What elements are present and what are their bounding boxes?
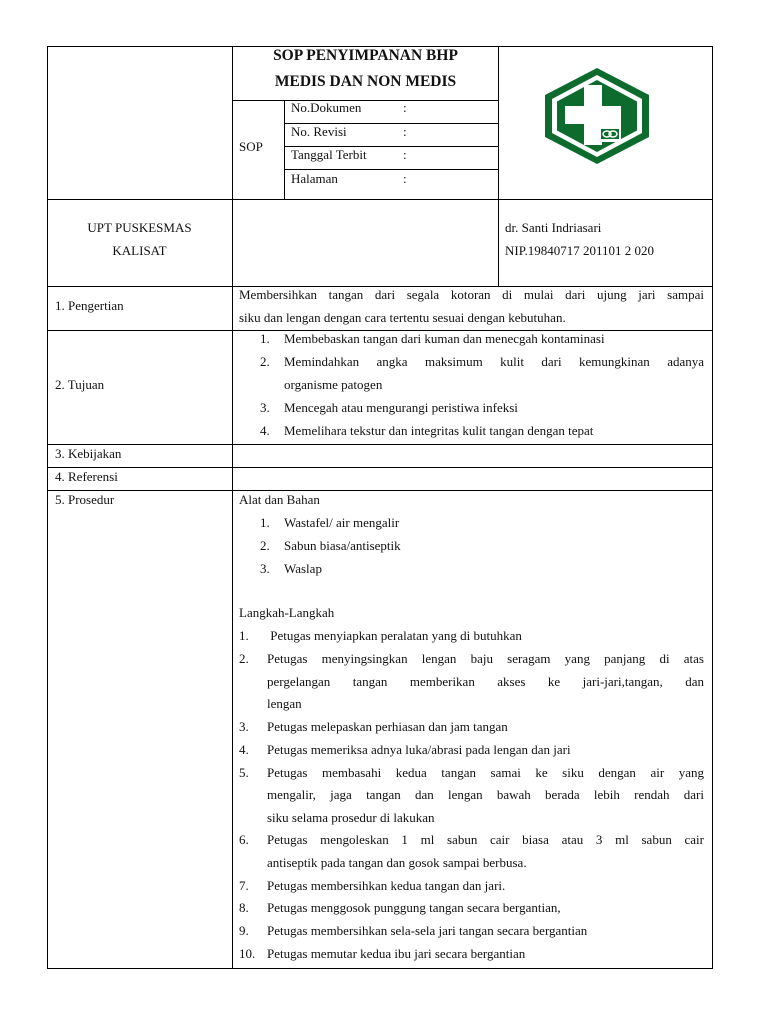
- document-title-line-1: SOP PENYIMPANAN BHP: [273, 47, 458, 64]
- step-text: Petugas membersihkan kedua tangan dan jari.: [267, 878, 506, 893]
- tujuan-item-number: 1.: [260, 331, 270, 346]
- alat-item-number: 1.: [260, 515, 270, 530]
- pengertian-text-line-2: siku dan lengan dengan cara tertentu sesuai dengan kebutuhan.: [239, 310, 566, 325]
- alat-bahan-heading: Alat dan Bahan: [239, 492, 320, 507]
- alat-item-text: Sabun biasa/antiseptik: [284, 538, 401, 553]
- step-number: 8.: [239, 900, 249, 915]
- title-bottom-line: [232, 100, 498, 101]
- org-name-line-1: UPT PUSKESMAS: [87, 220, 192, 235]
- row-line-kebijakan: [47, 467, 713, 468]
- tujuan-item-number: 3.: [260, 400, 270, 415]
- step-text: Petugas memeriksa adnya luka/abrasi pada lengan dan jari: [267, 742, 571, 757]
- field-colon: :: [403, 124, 407, 139]
- step-text: Petugas memutar kedua ibu jari secara bergantian: [267, 946, 526, 961]
- step-text-cont: siku selama prosedur di lakukan: [267, 810, 435, 825]
- signer-nip: NIP.19840717 201101 2 020: [505, 243, 655, 258]
- tujuan-item-number: 4.: [260, 423, 270, 438]
- step-number: 1.: [239, 628, 249, 643]
- step-text-cont: pergelangan tangan memberikan akses ke jari-jari,tangan, dan: [267, 674, 704, 689]
- step-number: 10.: [239, 946, 256, 961]
- tujuan-item-text: Membebaskan tangan dari kuman dan menecgah kontaminasi: [284, 331, 605, 346]
- langkah-heading: Langkah-Langkah: [239, 605, 335, 620]
- tujuan-item-text-cont: organisme patogen: [284, 377, 383, 392]
- step-text-cont: mengalir, jaga tangan dan lengan bawah berada lebih rendah dari: [267, 787, 704, 802]
- tujuan-item-text: Memelihara tekstur dan integritas kulit tangan dengan tepat: [284, 423, 594, 438]
- step-text: Petugas membasahi kedua tangan samai ke siku dengan air yang: [267, 765, 704, 780]
- tujuan-item-number: 2.: [260, 354, 270, 369]
- step-text: Petugas membersihkan sela-sela jari tangan secara bergantian: [267, 923, 588, 938]
- tujuan-item-text: Mencegah atau mengurangi peristiwa infeksi: [284, 400, 518, 415]
- alat-item-number: 2.: [260, 538, 270, 553]
- document-title-line-2: MEDIS DAN NON MEDIS: [274, 73, 457, 90]
- step-number: 4.: [239, 742, 249, 757]
- table-border-bottom: [47, 968, 713, 969]
- alat-item-number: 3.: [260, 561, 270, 576]
- step-number: 2.: [239, 651, 249, 666]
- step-number: 7.: [239, 878, 249, 893]
- step-text: Petugas melepaskan perhiasan dan jam tangan: [267, 719, 508, 734]
- alat-item-text: Wastafel/ air mengalir: [284, 515, 400, 530]
- row-line-tujuan: [47, 444, 713, 445]
- field-colon: :: [403, 100, 407, 115]
- section-label-tujuan: 2. Tujuan: [55, 377, 105, 392]
- sop-label: SOP: [239, 139, 263, 154]
- puskesmas-logo-icon: [543, 67, 651, 165]
- step-number: 5.: [239, 765, 249, 780]
- header-divider-right: [498, 46, 499, 286]
- tujuan-item-text: Memindahkan angka maksimum kulit dari kemungkinan adanya: [284, 354, 704, 369]
- step-text: Petugas mengoleskan 1 ml sabun cair biasa atau 3 ml sabun cair: [267, 832, 704, 847]
- step-number: 6.: [239, 832, 249, 847]
- alat-item-text: Waslap: [284, 561, 322, 576]
- field-no-dokumen: No.Dokumen: [291, 100, 362, 115]
- field-no-revisi: No. Revisi: [291, 124, 347, 139]
- field-line-3: [284, 169, 498, 170]
- header-row-line: [47, 199, 713, 200]
- table-border-right: [712, 46, 713, 969]
- section-label-kebijakan: 3. Kebijakan: [55, 446, 122, 461]
- step-number: 3.: [239, 719, 249, 734]
- field-halaman: Halaman: [291, 171, 338, 186]
- step-text: Petugas menggosok punggung tangan secara bergantian,: [267, 900, 561, 915]
- step-text: Petugas menyingsingkan lengan baju seragam yang panjang di atas: [267, 651, 704, 666]
- step-text-cont: lengan: [267, 696, 302, 711]
- pengertian-text-line-1: Membersihkan tangan dari segala kotoran di mulai dari ujung jari sampai: [239, 287, 704, 302]
- section-label-referensi: 4. Referensi: [55, 469, 118, 484]
- field-colon: :: [403, 171, 407, 186]
- org-name-line-2: KALISAT: [112, 243, 167, 258]
- step-text-cont: antiseptik pada tangan dan gosok sampai berbusa.: [267, 855, 527, 870]
- step-text: Petugas menyiapkan peralatan yang di butuhkan: [267, 628, 522, 643]
- field-tanggal-terbit: Tanggal Terbit: [291, 147, 367, 162]
- section-label-pengertian: 1. Pengertian: [55, 298, 124, 313]
- step-number: 9.: [239, 923, 249, 938]
- section-label-prosedur: 5. Prosedur: [55, 492, 115, 507]
- row-line-referensi: [47, 490, 713, 491]
- table-border-left: [47, 46, 48, 969]
- field-colon: :: [403, 147, 407, 162]
- body-divider: [232, 286, 233, 969]
- sop-divider: [284, 100, 285, 199]
- signer-name: dr. Santi Indriasari: [505, 220, 602, 235]
